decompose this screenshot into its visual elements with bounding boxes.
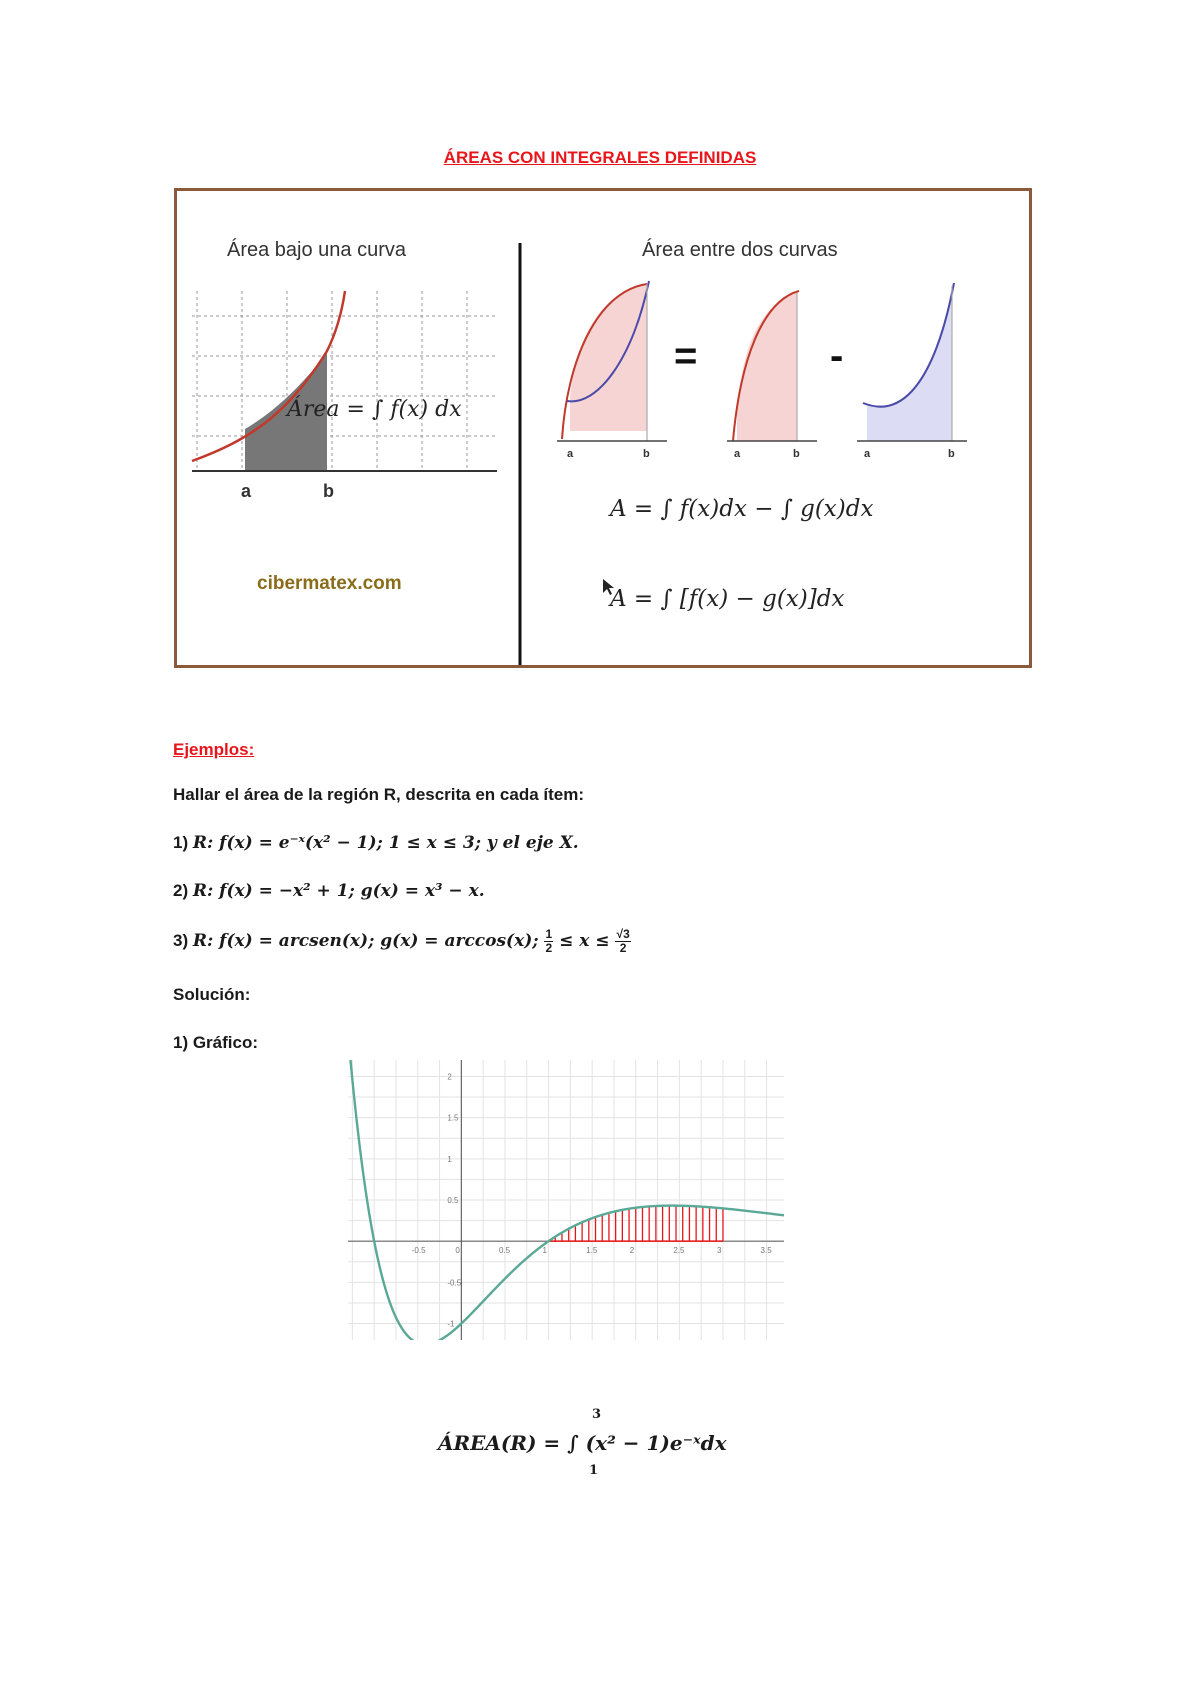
fraction-root3-half: $\frac{√3}{2}$ xyxy=(616,927,630,955)
right-title: Área entre dos curvas xyxy=(642,239,838,261)
x-tick-label: -0.5 xyxy=(411,1246,426,1256)
left-formula: Área = ∫ f(x) dx xyxy=(287,397,462,422)
areas-illustration xyxy=(174,188,1032,668)
minus-sign: - xyxy=(830,334,844,378)
y-tick-label: 0.5 xyxy=(447,1196,459,1205)
left-grid xyxy=(192,291,497,471)
y-tick-label: 1.5 xyxy=(447,1113,459,1123)
x-tick-label: 1.5 xyxy=(586,1246,598,1256)
svg-text:a: a xyxy=(864,448,871,460)
two-curves-diagram xyxy=(557,281,667,460)
area-formula xyxy=(0,1400,1200,1480)
svg-text:a: a xyxy=(734,448,741,460)
area-formula-text: ÁREA(R) = ∫ (x² − 1)e⁻ˣdx xyxy=(438,1431,727,1455)
axis-label-b: b xyxy=(323,481,334,501)
example-item-1: 1) R: f(x) = e⁻ˣ(x² − 1); 1 ≤ x ≤ 3; y el eje X. xyxy=(173,833,579,853)
x-tick-label: 3 xyxy=(716,1246,722,1256)
y-tick-label: -1 xyxy=(447,1319,455,1329)
svg-text:b: b xyxy=(793,448,800,460)
solution-heading: Solución: xyxy=(173,985,251,1004)
formula-difference: A = ∫ f(x)dx − ∫ g(x)dx xyxy=(610,496,874,522)
graph-label: 1) Gráfico: xyxy=(173,1033,259,1052)
x-tick-label: 2.5 xyxy=(673,1246,685,1256)
x-tick-label: 0.5 xyxy=(498,1246,511,1256)
equals-sign: = xyxy=(674,334,698,378)
svg-text:b: b xyxy=(643,448,650,460)
function-graph xyxy=(348,1060,784,1340)
axis-label-a: a xyxy=(241,481,252,501)
formula-combined: A = ∫ [f(x) − g(x)]dx xyxy=(610,586,845,612)
area-lower-limit: 1 xyxy=(589,1463,599,1478)
x-tick-label: 3.5 xyxy=(760,1246,772,1256)
banner-svg xyxy=(177,191,1029,665)
x-tick-label: 2 xyxy=(629,1246,635,1256)
fraction-one-half: $\frac{1}{2}$ xyxy=(545,927,553,955)
g-diagram xyxy=(857,283,967,460)
example-item-3: 3) R: f(x) = arcsen(x); g(x) = arccos(x); $\frac{1}{2}$ ≤ x ≤ $\frac{√3}{2}$ xyxy=(173,927,630,955)
y-tick-label: 1 xyxy=(447,1154,452,1164)
page-title: ÁREAS CON INTEGRALES DEFINIDAS xyxy=(443,148,757,167)
examples-intro: Hallar el área de la región R, descrita en cada ítem: xyxy=(173,785,585,804)
example-item-2: 2) R: f(x) = −x² + 1; g(x) = x³ − x. xyxy=(173,881,485,901)
x-tick-label: 1 xyxy=(542,1246,548,1256)
area-upper-limit: 3 xyxy=(592,1407,602,1422)
f-diagram xyxy=(727,291,817,460)
left-title: Área bajo una curva xyxy=(227,239,407,261)
y-tick-label: -0.5 xyxy=(447,1278,462,1288)
x-tick-label: 0 xyxy=(455,1246,460,1256)
examples-heading: Ejemplos: xyxy=(173,740,255,759)
svg-text:a: a xyxy=(567,448,574,460)
site-label: cibermatex.com xyxy=(257,573,402,594)
y-tick-label: 2 xyxy=(447,1072,452,1082)
svg-text:b: b xyxy=(948,448,955,460)
